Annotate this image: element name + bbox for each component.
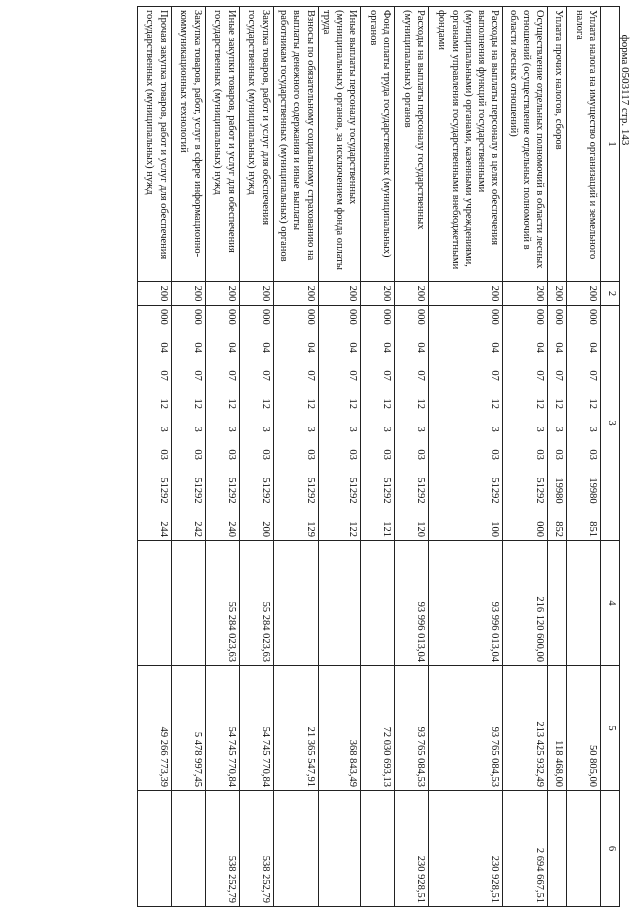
budget-code-part: 852: [553, 521, 564, 537]
table-row: [548, 7, 567, 907]
budget-code-part: 242: [191, 521, 203, 537]
budget-code-part: 03: [489, 449, 500, 460]
budget-code-part: 12: [587, 398, 598, 409]
row-executed: 5 478 997,45: [171, 666, 205, 791]
row-approved: [137, 541, 171, 666]
budget-code-part: 04: [587, 342, 598, 353]
budget-code-parts: [191, 309, 204, 537]
row-name: Уплата налога на имущество организаций и земельного налога: [567, 7, 601, 282]
budget-code-part: 000: [347, 309, 358, 325]
budget-code-parts: [157, 309, 170, 537]
budget-code-part: 51292: [259, 477, 271, 504]
row-approved: 93 996 013,04: [395, 541, 429, 666]
budget-code-part: 04: [157, 342, 169, 353]
budget-code-part: 07: [304, 370, 316, 381]
budget-code-part: 000: [534, 521, 545, 537]
row-executed: 50 805,00: [567, 666, 601, 791]
table-row: [503, 7, 548, 907]
budget-code-part: 3: [191, 426, 203, 432]
table-row: [318, 7, 360, 907]
row-line-code: 200: [503, 282, 548, 306]
budget-code-part: 129: [304, 521, 316, 537]
row-unexecuted: 2 694 667,51: [503, 791, 548, 907]
budget-code-part: 12: [553, 398, 564, 409]
budget-code-part: 121: [381, 521, 392, 537]
row-unexecuted: 538 252,79: [205, 791, 239, 907]
row-line-code: 200: [567, 282, 601, 306]
row-executed: 72 030 693,13: [361, 666, 395, 791]
row-line-code: 200: [137, 282, 171, 306]
budget-code-part: 07: [587, 370, 598, 381]
row-executed: 54 745 770,84: [239, 666, 273, 791]
row-name: Расходы на выплаты персоналу в целях обеспечения выполнения функций государственными (муниципальными) органами, казенными учреждениями, органами управления государственными внебюджетными фондами: [429, 7, 503, 282]
budget-code-part: 04: [304, 342, 316, 353]
budget-table: [137, 6, 620, 907]
row-approved: 55 284 023,63: [205, 541, 239, 666]
budget-code-part: 240: [225, 521, 237, 537]
row-budget-code: [205, 306, 239, 541]
budget-code-part: 3: [225, 426, 237, 432]
row-unexecuted: [137, 791, 171, 907]
budget-code-part: 03: [259, 449, 271, 460]
budget-code-part: 07: [415, 370, 426, 381]
budget-code-part: 000: [534, 309, 545, 325]
budget-code-part: 3: [415, 426, 426, 432]
row-approved: [273, 541, 318, 666]
budget-code-parts: [488, 309, 501, 537]
row-executed: 118 468,00: [548, 666, 567, 791]
budget-code-part: 07: [381, 370, 392, 381]
budget-code-part: 3: [489, 426, 500, 432]
row-executed: 93 765 084,53: [429, 666, 503, 791]
budget-code-part: 000: [489, 309, 500, 325]
budget-code-part: 07: [489, 370, 500, 381]
budget-code-parts: [533, 309, 546, 537]
row-executed: 368 843,49: [318, 666, 360, 791]
budget-code-part: 120: [415, 521, 426, 537]
budget-code-part: 51292: [347, 477, 358, 504]
row-approved: 93 996 013,04: [429, 541, 503, 666]
row-unexecuted: [567, 791, 601, 907]
header-col-1: 1: [601, 7, 620, 282]
header-col-2: 2: [601, 282, 620, 306]
budget-code-part: 12: [157, 398, 169, 409]
table-row: [137, 7, 171, 907]
budget-code-part: 12: [489, 398, 500, 409]
row-name: Иные выплаты персоналу государственных (муниципальных) органов, за исключением фонда оплаты труда: [318, 7, 360, 282]
budget-code-parts: [259, 309, 272, 537]
row-unexecuted: 230 928,51: [395, 791, 429, 907]
row-line-code: 200: [205, 282, 239, 306]
budget-code-part: 04: [225, 342, 237, 353]
budget-code-part: 03: [534, 449, 545, 460]
row-line-code: 200: [395, 282, 429, 306]
row-name: Прочая закупка товаров, работ и услуг для обеспечения государственных (муниципальных) нужд: [137, 7, 171, 282]
budget-code-part: 03: [157, 449, 169, 460]
budget-code-part: 03: [225, 449, 237, 460]
budget-code-part: 04: [259, 342, 271, 353]
budget-code-part: 000: [304, 309, 316, 325]
row-unexecuted: 230 928,51: [429, 791, 503, 907]
row-budget-code: [548, 306, 567, 541]
row-budget-code: [361, 306, 395, 541]
budget-code-part: 000: [225, 309, 237, 325]
budget-code-part: 12: [381, 398, 392, 409]
budget-code-part: 12: [191, 398, 203, 409]
budget-code-part: 51292: [415, 477, 426, 504]
budget-code-part: 3: [587, 426, 598, 432]
row-executed: 21 365 547,91: [273, 666, 318, 791]
budget-code-part: 04: [415, 342, 426, 353]
row-name: Закупка товаров, работ, услуг в сфере информационно-коммуникационных технологий: [171, 7, 205, 282]
budget-code-parts: [586, 309, 599, 537]
row-approved: [318, 541, 360, 666]
budget-code-part: 51292: [534, 477, 545, 504]
table-row: [429, 7, 503, 907]
budget-code-part: 3: [347, 426, 358, 432]
budget-code-part: 19980: [553, 477, 564, 504]
budget-code-part: 03: [304, 449, 316, 460]
row-name: Расходы на выплаты персоналу государственных (муниципальных) органов: [395, 7, 429, 282]
budget-code-part: 51292: [225, 477, 237, 504]
budget-code-parts: [346, 309, 359, 537]
header-col-4: 4: [601, 541, 620, 666]
row-unexecuted: [548, 791, 567, 907]
header-row: [601, 7, 620, 907]
row-name: Осуществление отдельных полномочий в области лесных отношений (осуществление отдельных полномочий в области лесных отношений): [503, 7, 548, 282]
row-budget-code: [429, 306, 503, 541]
budget-code-part: 07: [553, 370, 564, 381]
row-approved: 216 120 600,00: [503, 541, 548, 666]
budget-code-parts: [225, 309, 238, 537]
form-reference: форма 0503117 стр. 143: [619, 34, 631, 146]
budget-code-part: 200: [259, 521, 271, 537]
budget-code-part: 03: [415, 449, 426, 460]
budget-code-part: 03: [347, 449, 358, 460]
row-name: Фонд оплаты труда государственных (муниципальных) органов: [361, 7, 395, 282]
budget-code-part: 851: [587, 521, 598, 537]
budget-code-part: 12: [225, 398, 237, 409]
row-approved: 55 284 023,63: [239, 541, 273, 666]
budget-code-part: 3: [157, 426, 169, 432]
rotated-table-container: [60, 6, 620, 906]
row-budget-code: [171, 306, 205, 541]
budget-code-part: 12: [304, 398, 316, 409]
row-budget-code: [137, 306, 171, 541]
budget-code-part: 04: [347, 342, 358, 353]
budget-code-part: 51292: [191, 477, 203, 504]
budget-code-part: 3: [553, 426, 564, 432]
budget-code-part: 04: [553, 342, 564, 353]
row-budget-code: [567, 306, 601, 541]
budget-code-part: 000: [587, 309, 598, 325]
row-unexecuted: 538 252,79: [239, 791, 273, 907]
budget-code-part: 03: [587, 449, 598, 460]
budget-code-part: 12: [259, 398, 271, 409]
budget-code-part: 000: [191, 309, 203, 325]
table-row: [361, 7, 395, 907]
row-line-code: 200: [273, 282, 318, 306]
budget-code-part: 07: [191, 370, 203, 381]
budget-code-parts: [380, 309, 393, 537]
budget-code-part: 07: [225, 370, 237, 381]
header-col-3: 3: [601, 306, 620, 541]
row-budget-code: [318, 306, 360, 541]
budget-code-part: 07: [259, 370, 271, 381]
row-unexecuted: [361, 791, 395, 907]
row-budget-code: [273, 306, 318, 541]
budget-code-part: 07: [534, 370, 545, 381]
row-executed: 49 266 773,39: [137, 666, 171, 791]
row-budget-code: [395, 306, 429, 541]
row-budget-code: [503, 306, 548, 541]
budget-code-parts: [304, 309, 317, 537]
budget-code-part: 03: [381, 449, 392, 460]
budget-code-part: 000: [415, 309, 426, 325]
budget-code-part: 000: [553, 309, 564, 325]
table-row: [395, 7, 429, 907]
budget-code-part: 07: [347, 370, 358, 381]
budget-code-part: 04: [381, 342, 392, 353]
row-executed: 213 425 932,49: [503, 666, 548, 791]
row-approved: [548, 541, 567, 666]
row-executed: 93 765 084,53: [395, 666, 429, 791]
budget-code-part: 244: [157, 521, 169, 537]
budget-code-part: 12: [347, 398, 358, 409]
budget-code-part: 3: [381, 426, 392, 432]
budget-code-part: 51292: [381, 477, 392, 504]
budget-code-part: 04: [534, 342, 545, 353]
budget-code-part: 12: [415, 398, 426, 409]
budget-code-part: 04: [489, 342, 500, 353]
row-name: Иные закупки товаров, работ и услуг для обеспечения государственных (муниципальных) нужд: [205, 7, 239, 282]
row-line-code: 200: [429, 282, 503, 306]
row-line-code: 200: [239, 282, 273, 306]
budget-code-part: 122: [347, 521, 358, 537]
row-line-code: 200: [171, 282, 205, 306]
row-approved: [361, 541, 395, 666]
row-line-code: 200: [361, 282, 395, 306]
row-name: Закупка товаров, работ и услуг для обеспечения государственных (муниципальных) нужд: [239, 7, 273, 282]
budget-code-part: 03: [191, 449, 203, 460]
row-name: Взносы по обязательному социальному страхованию на выплаты денежного содержания и иные выплаты работникам государственных (муниципальных) органов: [273, 7, 318, 282]
budget-code-parts: [552, 309, 565, 537]
budget-code-parts: [414, 309, 427, 537]
header-col-5: 5: [601, 666, 620, 791]
row-unexecuted: [273, 791, 318, 907]
budget-code-part: 100: [489, 521, 500, 537]
row-unexecuted: [318, 791, 360, 907]
table-row: [567, 7, 601, 907]
budget-code-part: 04: [191, 342, 203, 353]
budget-code-part: 51292: [304, 477, 316, 504]
table-row: [171, 7, 205, 907]
row-approved: [171, 541, 205, 666]
budget-code-part: 3: [259, 426, 271, 432]
table-row: [239, 7, 273, 907]
row-line-code: 200: [548, 282, 567, 306]
header-col-6: 6: [601, 791, 620, 907]
table-body: [137, 7, 619, 907]
budget-code-part: 000: [259, 309, 271, 325]
budget-code-part: 3: [534, 426, 545, 432]
table-row: [205, 7, 239, 907]
row-executed: 54 745 770,84: [205, 666, 239, 791]
budget-code-part: 000: [157, 309, 169, 325]
budget-code-part: 000: [381, 309, 392, 325]
row-approved: [567, 541, 601, 666]
row-line-code: 200: [318, 282, 360, 306]
budget-code-part: 03: [553, 449, 564, 460]
table-row: [273, 7, 318, 907]
row-budget-code: [239, 306, 273, 541]
row-name: Уплата прочих налогов, сборов: [548, 7, 567, 282]
budget-code-part: 51292: [157, 477, 169, 504]
budget-code-part: 19980: [587, 477, 598, 504]
budget-code-part: 12: [534, 398, 545, 409]
budget-code-part: 3: [304, 426, 316, 432]
row-unexecuted: [171, 791, 205, 907]
budget-code-part: 07: [157, 370, 169, 381]
budget-code-part: 51292: [489, 477, 500, 504]
